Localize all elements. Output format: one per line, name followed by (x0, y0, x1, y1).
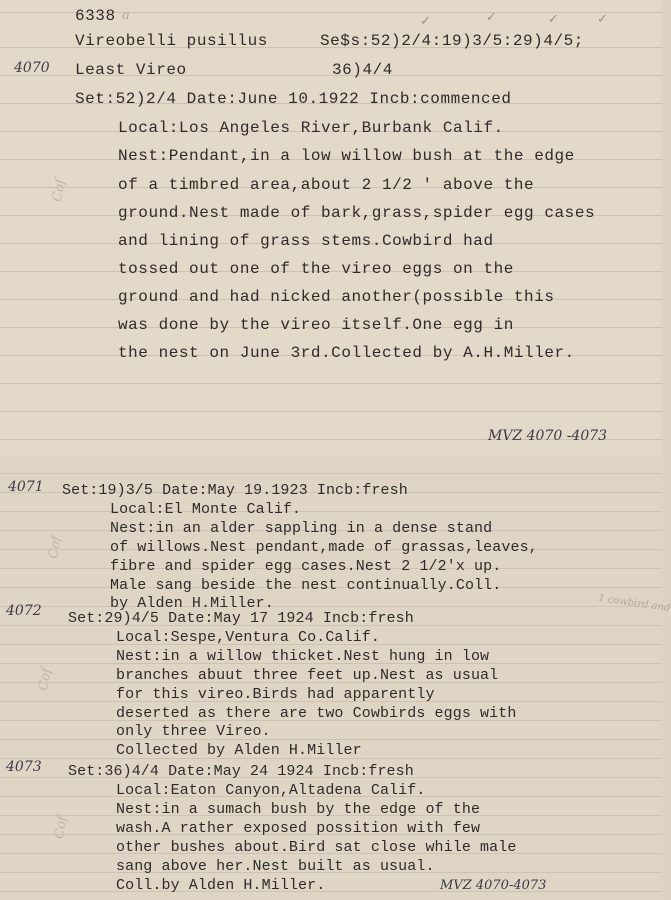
common-name: Least Vireo (75, 61, 187, 79)
museum-number-4070: 4070 (14, 60, 50, 76)
museum-number-4073: 4073 (6, 759, 42, 775)
margin-note: Cof (49, 178, 69, 203)
margin-note: Cof (51, 815, 71, 840)
entry-line: Local:Sespe,Ventura Co.Calif. (116, 629, 380, 646)
entry-line: for this vireo.Birds had apparently (116, 686, 435, 703)
card1-line: was done by the vireo itself.One egg in (118, 316, 514, 334)
card1-line: ground.Nest made of bark,grass,spider egg cases (118, 204, 596, 222)
sets-summary-line2: 36)4/4 (332, 61, 393, 79)
entry-line: Collected by Alden H.Miller (116, 742, 362, 759)
set-line: Set:52)2/4 Date:June 10.1922 Incb:commenced (75, 90, 512, 108)
entry-line: only three Vireo. (116, 723, 271, 740)
entry-line: by Alden H.Miller. (110, 595, 274, 612)
entry-line: Coll.by Alden H.Miller. (116, 877, 326, 894)
entry-line: Male sang beside the nest continually.Coll. (110, 577, 502, 594)
entry-line: Nest:in an alder sappling in a dense stand (110, 520, 493, 537)
entry-line: sang above her.Nest built as usual. (116, 858, 435, 875)
side-note: 1 cowbird and (597, 593, 671, 614)
entry-line: other bushes about.Bird sat close while male (116, 839, 517, 856)
card1-line: of a timbred area,about 2 1/2 ' above the (118, 176, 535, 194)
card1-line: Local:Los Angeles River,Burbank Calif. (118, 119, 504, 137)
entry-line: deserted as there are two Cowbirds eggs with (116, 705, 517, 722)
set-line: Set:36)4/4 Date:May 24 1924 Incb:fresh (68, 763, 414, 780)
check-mark-icon: ✓ (597, 12, 608, 27)
set-line: Set:29)4/5 Date:May 17 1924 Incb:fresh (68, 610, 414, 627)
card1-line: and lining of grass stems.Cowbird had (118, 232, 494, 250)
museum-number-4071: 4071 (8, 479, 44, 495)
entry-line: Nest:in a sumach bush by the edge of the (116, 801, 481, 818)
sets-summary-line1: Se$s:52)2/4:19)3/5:29)4/5; (320, 32, 584, 50)
check-mark-icon: ✓ (548, 12, 559, 27)
entry-line: wash.A rather exposed possition with few (116, 820, 481, 837)
entry-line: Local:Eaton Canyon,Altadena Calif. (116, 782, 426, 799)
scientific-name: Vireobelli pusillus (75, 32, 268, 50)
mvz-note: MVZ 4070 -4073 (488, 428, 608, 444)
card1-line: ground and had nicked another(possible this (118, 288, 555, 306)
margin-note: Cof (45, 535, 65, 560)
margin-note: Cof (35, 667, 55, 692)
catalog-suffix: a (122, 8, 130, 23)
entry-line: of willows.Nest pendant,made of grassas,leaves, (110, 539, 538, 556)
card1-line: tossed out one of the vireo eggs on the (118, 260, 514, 278)
check-mark-icon: ✓ (486, 10, 497, 25)
mvz-note: MVZ 4070-4073 (440, 878, 547, 893)
museum-number-4072: 4072 (6, 603, 42, 619)
set-line: Set:19)3/5 Date:May 19.1923 Incb:fresh (62, 482, 408, 499)
entry-line: Local:El Monte Calif. (110, 501, 302, 518)
card1-line: the nest on June 3rd.Collected by A.H.Miller. (118, 344, 575, 362)
entry-line: fibre and spider egg cases.Nest 2 1/2'x up. (110, 558, 502, 575)
entry-line: branches abuut three feet up.Nest as usual (116, 667, 499, 684)
catalog-number: 6338 (75, 7, 116, 25)
check-mark-icon: ✓ (420, 14, 431, 29)
card1-line: Nest:Pendant,in a low willow bush at the edge (118, 147, 575, 165)
entry-line: Nest:in a willow thicket.Nest hung in low (116, 648, 490, 665)
